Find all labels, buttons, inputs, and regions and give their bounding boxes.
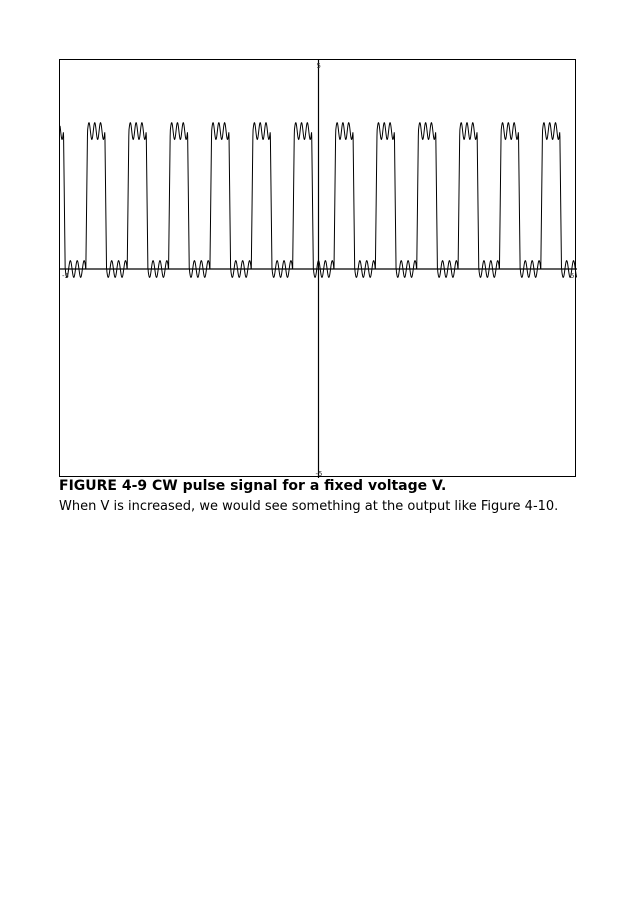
y-tick-label-max: 5 [316, 62, 321, 70]
chart-plot-area [59, 59, 576, 477]
body-paragraph: When V is increased, we would see something at the output like Figure 4-10. [59, 499, 559, 514]
x-tick-label-min: -5 [62, 272, 69, 280]
figure-caption: FIGURE 4-9 CW pulse signal for a fixed voltage V. [59, 478, 447, 494]
x-tick-label-max: 5 [570, 272, 575, 280]
y-tick-label-min: -5 [315, 470, 323, 478]
chart-svg [60, 60, 577, 478]
